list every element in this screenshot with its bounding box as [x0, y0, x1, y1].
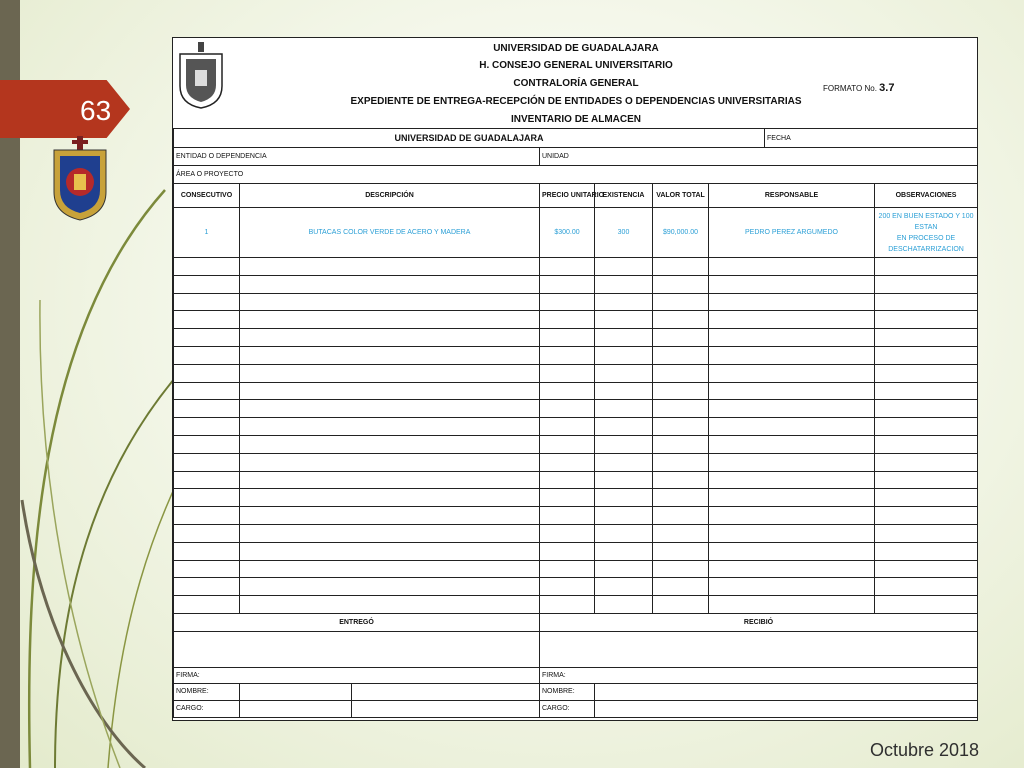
- table-cell: [174, 507, 240, 525]
- table-cell: [595, 524, 653, 542]
- table-cell: [174, 382, 240, 400]
- table-row: [174, 542, 978, 560]
- table-cell: [653, 329, 709, 347]
- table-row: [174, 578, 978, 596]
- table-cell: [540, 453, 595, 471]
- table-cell: [595, 418, 653, 436]
- table-cell: [653, 560, 709, 578]
- row1-descripcion: BUTACAS COLOR VERDE DE ACERO Y MADERA: [240, 208, 540, 258]
- table-cell: [653, 489, 709, 507]
- table-cell: [709, 560, 875, 578]
- inventory-title: INVENTARIO DE ALMACEN: [511, 114, 641, 125]
- university-title: UNIVERSIDAD DE GUADALAJARA: [493, 43, 659, 54]
- table-cell: [653, 311, 709, 329]
- table-cell: [174, 311, 240, 329]
- recibio-space: [540, 631, 978, 667]
- table-cell: [174, 596, 240, 614]
- table-cell: [174, 400, 240, 418]
- table-row: [174, 560, 978, 578]
- table-cell: [540, 507, 595, 525]
- table-cell: [875, 275, 978, 293]
- entrego-firma: FIRMA:: [174, 667, 540, 683]
- table-cell: [595, 435, 653, 453]
- row1-valor: $90,000.00: [653, 208, 709, 258]
- table-cell: [875, 418, 978, 436]
- table-cell: [540, 542, 595, 560]
- table-cell: [653, 346, 709, 364]
- table-cell: [540, 364, 595, 382]
- table-cell: [653, 596, 709, 614]
- table-cell: [540, 435, 595, 453]
- table-cell: [875, 346, 978, 364]
- table-cell: [595, 596, 653, 614]
- table-cell: [595, 346, 653, 364]
- entrego-space: [174, 631, 540, 667]
- table-cell: [653, 258, 709, 276]
- table-cell: [653, 382, 709, 400]
- table-row: [174, 507, 978, 525]
- table-cell: [240, 311, 540, 329]
- entrego-cargo-mid: [240, 700, 352, 717]
- table-cell: [875, 453, 978, 471]
- table-cell: [595, 329, 653, 347]
- table-cell: [540, 489, 595, 507]
- table-cell: [540, 418, 595, 436]
- recibio-nombre-value: [595, 683, 978, 700]
- table-cell: [875, 524, 978, 542]
- table-cell: [240, 471, 540, 489]
- table-cell: [174, 489, 240, 507]
- entidad-label: ENTIDAD O DEPENDENCIA: [174, 148, 540, 166]
- row1-existencia: 300: [595, 208, 653, 258]
- table-cell: [174, 453, 240, 471]
- table-cell: [595, 578, 653, 596]
- empty-rows: [174, 258, 978, 614]
- table-cell: [595, 382, 653, 400]
- table-cell: [174, 346, 240, 364]
- table-cell: [240, 275, 540, 293]
- table-cell: [709, 400, 875, 418]
- table-cell: [174, 560, 240, 578]
- table-cell: [240, 542, 540, 560]
- table-cell: [653, 293, 709, 311]
- row1-observaciones: [875, 208, 978, 258]
- table-cell: [709, 329, 875, 347]
- table-cell: [875, 364, 978, 382]
- obs-line-3: DESCHATARRIZACION: [888, 245, 964, 253]
- table-cell: [240, 453, 540, 471]
- table-cell: [240, 524, 540, 542]
- slide-number: 63: [80, 95, 112, 126]
- table-cell: [174, 524, 240, 542]
- table-cell: [875, 258, 978, 276]
- recibio-cargo-value: [595, 700, 978, 717]
- table-cell: [653, 471, 709, 489]
- row1-responsable: PEDRO PEREZ ARGUMEDO: [709, 208, 875, 258]
- col-observaciones: OBSERVACIONES: [875, 184, 978, 208]
- comptroller-title: CONTRALORÍA GENERAL: [513, 78, 639, 89]
- table-row: [174, 311, 978, 329]
- table-cell: [595, 507, 653, 525]
- table-cell: [174, 329, 240, 347]
- table-cell: [240, 596, 540, 614]
- table-row: [174, 435, 978, 453]
- table-cell: [875, 293, 978, 311]
- table-cell: [240, 400, 540, 418]
- table-row: [174, 596, 978, 614]
- table-cell: [653, 507, 709, 525]
- obs-line-2: EN PROCESO DE: [896, 234, 956, 242]
- table-cell: [174, 471, 240, 489]
- table-cell: [240, 364, 540, 382]
- table-cell: [240, 578, 540, 596]
- recibio-cargo-label: CARGO:: [540, 700, 595, 717]
- formato-label: FORMATO No.: [823, 84, 877, 93]
- table-row: [174, 329, 978, 347]
- formato-number: [823, 82, 894, 94]
- table-cell: [709, 453, 875, 471]
- table-cell: [875, 382, 978, 400]
- col-descripcion: DESCRIPCIÓN: [240, 184, 540, 208]
- table-cell: [595, 311, 653, 329]
- inventory-form: [172, 37, 978, 721]
- table-cell: [709, 471, 875, 489]
- table-cell: [540, 560, 595, 578]
- table-row: [174, 346, 978, 364]
- table-cell: [240, 329, 540, 347]
- table-cell: [709, 542, 875, 560]
- entrego-label: ENTREGÓ: [174, 613, 540, 631]
- table-cell: [875, 542, 978, 560]
- table-row: [174, 293, 978, 311]
- table-row: [174, 453, 978, 471]
- table-cell: [240, 435, 540, 453]
- table-cell: [540, 346, 595, 364]
- table-cell: [709, 364, 875, 382]
- table-cell: [709, 258, 875, 276]
- table-cell: [174, 293, 240, 311]
- table-cell: [540, 329, 595, 347]
- table-cell: [653, 400, 709, 418]
- table-cell: [240, 258, 540, 276]
- inventory-table: [173, 128, 978, 718]
- recibio-nombre-label: NOMBRE:: [540, 683, 595, 700]
- table-cell: [595, 364, 653, 382]
- table-cell: [240, 507, 540, 525]
- table-cell: [240, 489, 540, 507]
- table-cell: [709, 275, 875, 293]
- council-title: H. CONSEJO GENERAL UNIVERSITARIO: [479, 60, 673, 71]
- table-cell: [709, 418, 875, 436]
- col-consecutivo: CONSECUTIVO: [174, 184, 240, 208]
- table-cell: [875, 329, 978, 347]
- table-row: [174, 524, 978, 542]
- table-row: [174, 489, 978, 507]
- table-cell: [174, 542, 240, 560]
- table-cell: [240, 560, 540, 578]
- table-row: [174, 418, 978, 436]
- entrego-nombre-label: NOMBRE:: [174, 683, 240, 700]
- table-cell: [875, 311, 978, 329]
- table-row: [174, 275, 978, 293]
- table-cell: [653, 364, 709, 382]
- col-valor: VALOR TOTAL: [653, 184, 709, 208]
- unidad-label: UNIDAD: [540, 148, 978, 166]
- entrego-nombre-mid: [240, 683, 352, 700]
- table-cell: [653, 418, 709, 436]
- table-cell: [540, 471, 595, 489]
- row1-consecutivo: 1: [174, 208, 240, 258]
- table-cell: [240, 418, 540, 436]
- table-cell: [595, 542, 653, 560]
- table-row: [174, 364, 978, 382]
- entrego-nombre-value: [352, 683, 540, 700]
- table-cell: [875, 489, 978, 507]
- row1-precio: $300.00: [540, 208, 595, 258]
- formato-value: 3.7: [879, 82, 895, 94]
- table-cell: [709, 578, 875, 596]
- table-cell: [875, 560, 978, 578]
- fecha-label: FECHA: [765, 129, 978, 148]
- entrego-cargo-label: CARGO:: [174, 700, 240, 717]
- table-cell: [709, 346, 875, 364]
- table-cell: [875, 400, 978, 418]
- table-cell: [875, 471, 978, 489]
- table-cell: [595, 258, 653, 276]
- table-cell: [595, 293, 653, 311]
- table-cell: [595, 275, 653, 293]
- table-cell: [875, 435, 978, 453]
- table-cell: [709, 311, 875, 329]
- table-cell: [653, 524, 709, 542]
- table-cell: [595, 453, 653, 471]
- table-cell: [240, 382, 540, 400]
- table-row: [174, 382, 978, 400]
- table-cell: [174, 435, 240, 453]
- table-row: [174, 258, 978, 276]
- table-cell: [595, 560, 653, 578]
- col-precio: PRECIO UNITARIO: [540, 184, 595, 208]
- table-cell: [540, 578, 595, 596]
- table-row: [174, 471, 978, 489]
- table-cell: [174, 275, 240, 293]
- table-row: [174, 400, 978, 418]
- table-cell: [709, 524, 875, 542]
- table-cell: [240, 293, 540, 311]
- table-cell: [240, 346, 540, 364]
- form-header: [173, 38, 979, 128]
- area-label: ÁREA O PROYECTO: [174, 166, 978, 184]
- table-cell: [875, 596, 978, 614]
- entrego-cargo-value: [352, 700, 540, 717]
- table-cell: [653, 578, 709, 596]
- table-cell: [709, 507, 875, 525]
- table-cell: [540, 400, 595, 418]
- table-cell: [174, 258, 240, 276]
- table-cell: [653, 453, 709, 471]
- table-cell: [174, 578, 240, 596]
- table-cell: [875, 507, 978, 525]
- table-cell: [540, 311, 595, 329]
- slide-date: Octubre 2018: [870, 740, 980, 760]
- col-existencia: EXISTENCIA: [595, 184, 653, 208]
- table-cell: [709, 596, 875, 614]
- table-cell: [595, 400, 653, 418]
- table-cell: [709, 489, 875, 507]
- table-cell: [540, 258, 595, 276]
- table-cell: [875, 578, 978, 596]
- table-cell: [540, 596, 595, 614]
- university-crest-icon: [48, 136, 112, 222]
- entity-name: UNIVERSIDAD DE GUADALAJARA: [174, 129, 765, 148]
- obs-line-1: 200 EN BUEN ESTADO Y 100 ESTAN: [878, 212, 974, 231]
- table-cell: [709, 293, 875, 311]
- table-cell: [709, 435, 875, 453]
- table-cell: [540, 382, 595, 400]
- table-cell: [653, 542, 709, 560]
- table-cell: [595, 471, 653, 489]
- table-cell: [540, 275, 595, 293]
- table-cell: [595, 489, 653, 507]
- recibio-firma: FIRMA:: [540, 667, 978, 683]
- col-responsable: RESPONSABLE: [709, 184, 875, 208]
- table-cell: [174, 418, 240, 436]
- table-cell: [653, 275, 709, 293]
- table-cell: [709, 382, 875, 400]
- table-cell: [540, 293, 595, 311]
- table-cell: [174, 364, 240, 382]
- table-row: [174, 208, 978, 258]
- recibio-label: RECIBIÓ: [540, 613, 978, 631]
- expediente-title: EXPEDIENTE DE ENTREGA-RECEPCIÓN DE ENTIDADES O DEPENDENCIAS UNIVERSITARIAS: [350, 96, 802, 107]
- table-cell: [653, 435, 709, 453]
- table-cell: [540, 524, 595, 542]
